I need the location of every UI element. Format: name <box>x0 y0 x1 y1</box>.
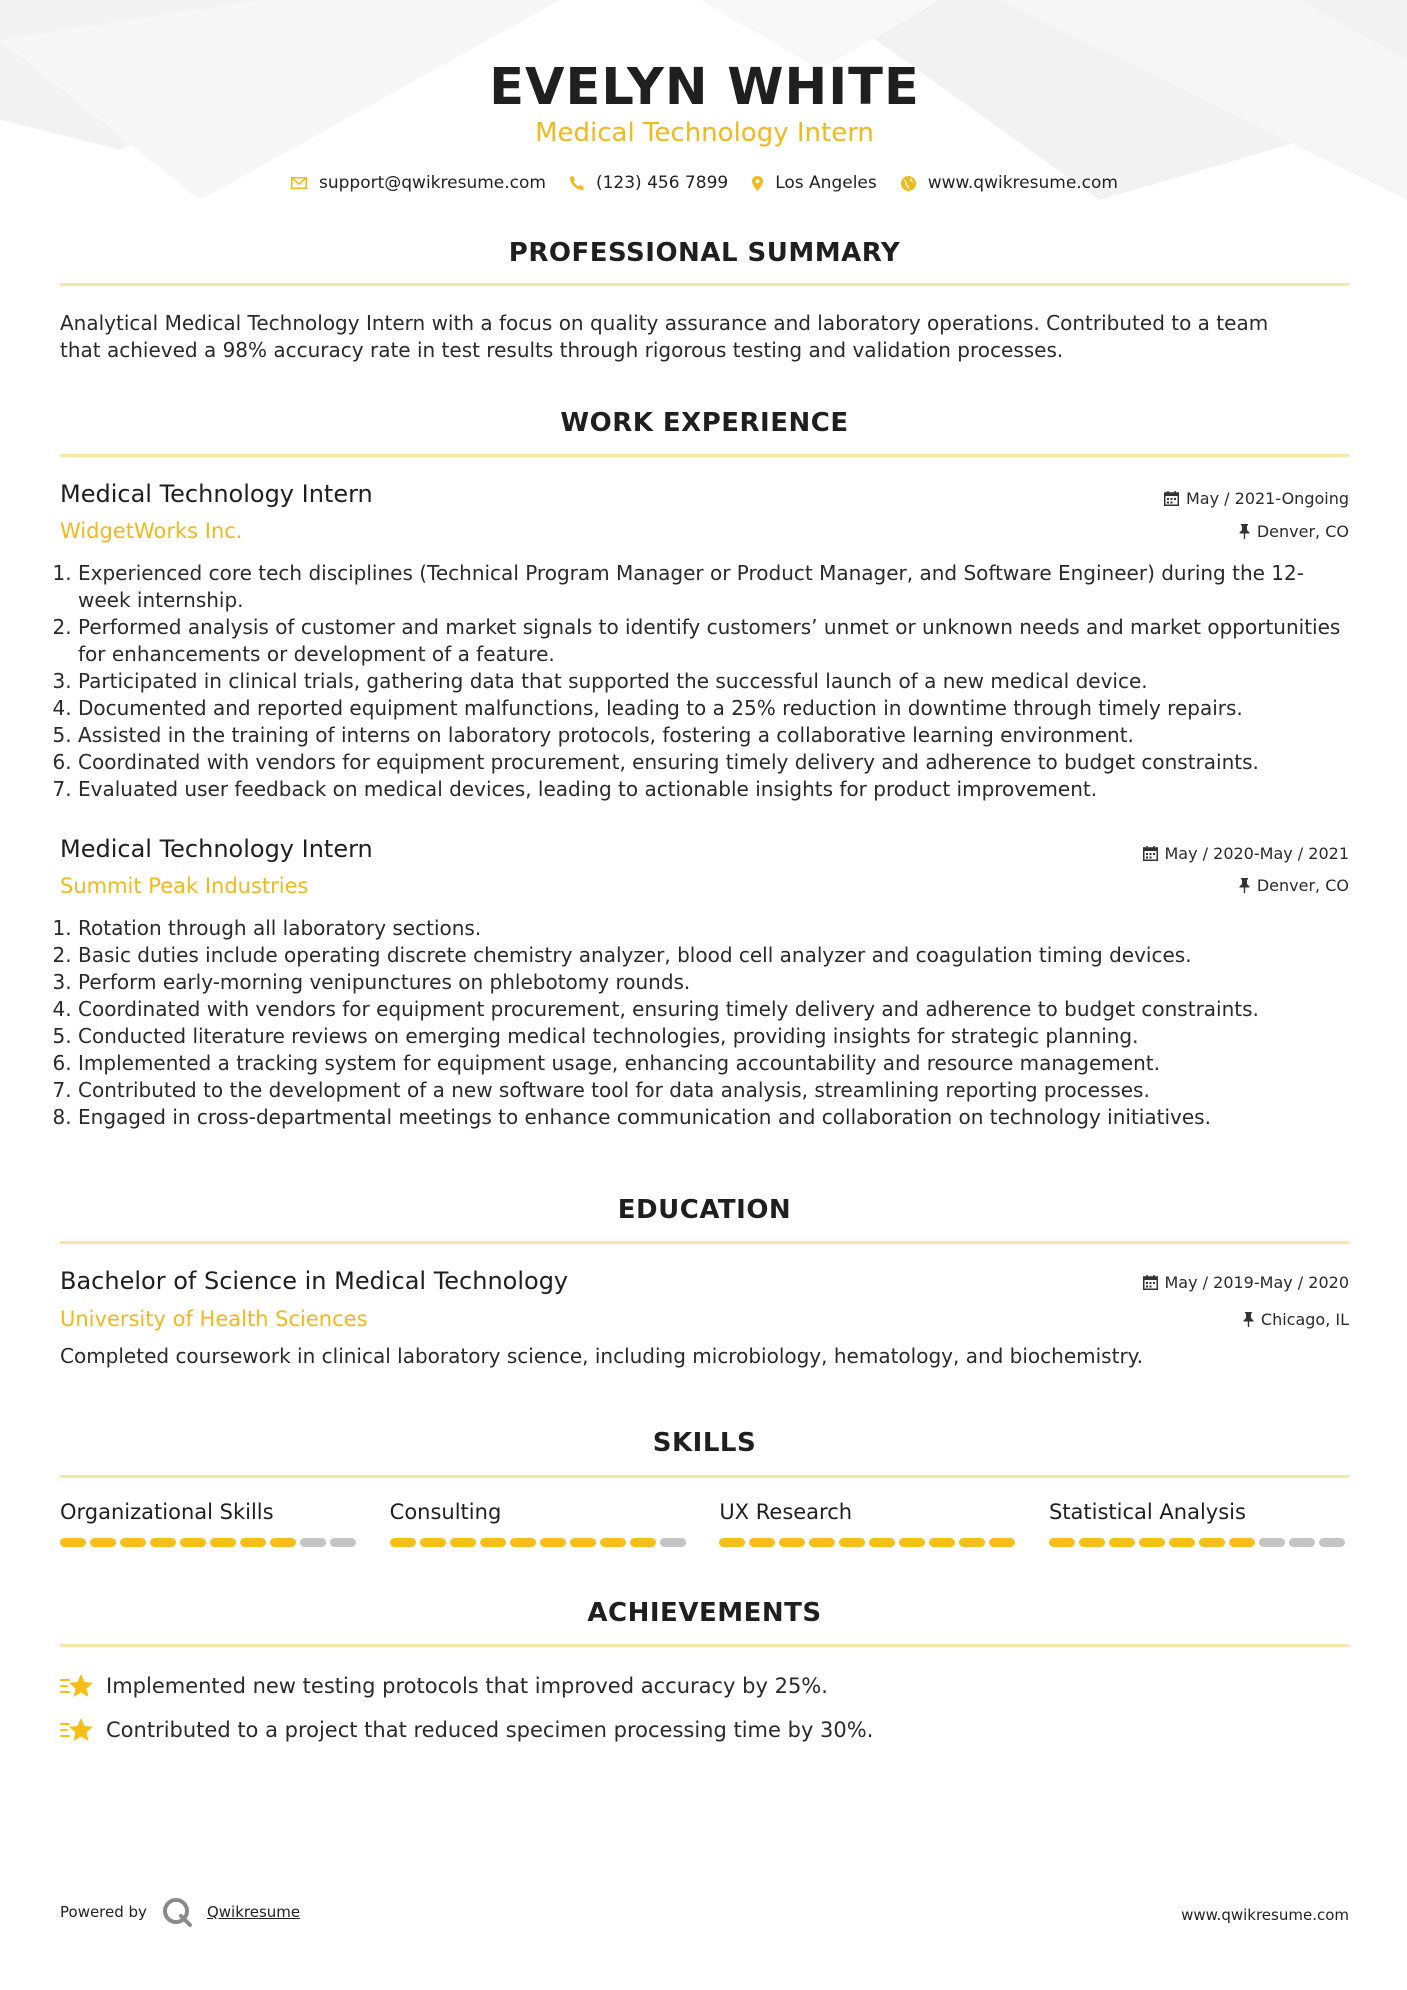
contact-email[interactable] <box>291 173 546 193</box>
skill-item <box>390 1500 690 1547</box>
pushpin-icon <box>1243 1312 1254 1327</box>
job-1-location <box>1239 522 1349 541</box>
job-2-dates-text: May / 2020-May / 2021 <box>1164 844 1349 863</box>
skill-level-bar <box>1049 1538 1349 1547</box>
skill-segment-filled <box>899 1538 925 1547</box>
job-2-bullets <box>60 915 1349 1131</box>
skill-segment-filled <box>390 1538 416 1547</box>
experience-divider <box>60 454 1349 457</box>
list-item: 5. Assisted in the training of interns on laboratory protocols, fostering a collaborative learning environment. <box>78 722 1349 749</box>
footer-powered-by <box>60 1896 300 1928</box>
list-item: 3. Participated in clinical trials, gathering data that supported the successful launch of a new medical device. <box>78 668 1349 695</box>
summary-line-1: Analytical Medical Technology Intern with a focus on quality assurance and laboratory operations. Contributed to a team <box>60 311 1269 335</box>
skill-segment-filled <box>1139 1538 1165 1547</box>
website-text: www.qwikresume.com <box>927 173 1118 193</box>
calendar-icon <box>1164 491 1179 506</box>
skill-segment-filled <box>630 1538 656 1547</box>
skill-name: Organizational Skills <box>60 1500 274 1524</box>
list-item: 7. Contributed to the development of a new software tool for data analysis, streamlining reporting processes. <box>78 1077 1349 1104</box>
skill-segment-filled <box>60 1538 86 1547</box>
skill-segment-filled <box>180 1538 206 1547</box>
list-item: 2. Performed analysis of customer and market signals to identify customers’ unmet or unknown needs and market opportunities for enhancements or development of a feature. <box>78 614 1349 668</box>
achievement-text: Implemented new testing protocols that improved accuracy by 25%. <box>106 1674 828 1698</box>
star-icon <box>60 1716 94 1744</box>
candidate-title: Medical Technology Intern <box>535 118 874 148</box>
candidate-name: EVELYN WHITE <box>489 58 920 117</box>
job-2-title: Medical Technology Intern <box>60 835 373 863</box>
phone-text: (123) 456 7899 <box>595 173 729 193</box>
list-item: 1. Rotation through all laboratory sections. <box>78 915 1349 942</box>
job-2-dates <box>1143 844 1350 863</box>
skill-level-bar <box>390 1538 690 1547</box>
skills-grid <box>60 1500 1349 1547</box>
skill-segment-filled <box>1169 1538 1195 1547</box>
qwikresume-logo-icon <box>161 1896 193 1928</box>
job-1-title: Medical Technology Intern <box>60 480 373 508</box>
list-item: 6. Implemented a tracking system for equipment usage, enhancing accountability and resource management. <box>78 1050 1349 1077</box>
education-divider <box>60 1241 1349 1244</box>
achievements-divider <box>60 1644 1349 1647</box>
summary-line-2: that achieved a 98% accuracy rate in test results through rigorous testing and validation processes. <box>60 338 1064 362</box>
skill-segment-filled <box>510 1538 536 1547</box>
skill-segment-filled <box>270 1538 296 1547</box>
map-pin-icon <box>752 176 763 191</box>
job-1-company: WidgetWorks Inc. <box>60 519 243 543</box>
list-item: 2. Basic duties include operating discrete chemistry analyzer, blood cell analyzer and coagulation timing devices. <box>78 942 1349 969</box>
education-dates-text: May / 2019-May / 2020 <box>1164 1273 1349 1292</box>
list-item: 7. Evaluated user feedback on medical devices, leading to actionable insights for product improvement. <box>78 776 1349 803</box>
contact-website[interactable] <box>901 173 1118 193</box>
skill-segment-filled <box>959 1538 985 1547</box>
skill-segment-filled <box>570 1538 596 1547</box>
experience-heading: WORK EXPERIENCE <box>560 408 849 438</box>
skill-segment-filled <box>600 1538 626 1547</box>
skill-segment-filled <box>120 1538 146 1547</box>
skill-segment-empty <box>300 1538 326 1547</box>
contact-bar <box>60 173 1349 193</box>
star-icon <box>60 1672 94 1700</box>
skill-segment-filled <box>869 1538 895 1547</box>
job-2-location-text: Denver, CO <box>1256 876 1349 895</box>
skill-name: Statistical Analysis <box>1048 1500 1246 1524</box>
list-item: 8. Engaged in cross-departmental meetings to enhance communication and collaboration on technology initiatives. <box>78 1104 1349 1131</box>
education-location-text: Chicago, IL <box>1260 1310 1349 1329</box>
list-item: 3. Perform early-morning venipunctures on phlebotomy rounds. <box>78 969 1349 996</box>
skill-level-bar <box>60 1538 360 1547</box>
education-school: University of Health Sciences <box>60 1307 368 1331</box>
skill-segment-filled <box>1229 1538 1255 1547</box>
education-dates <box>1143 1273 1350 1292</box>
summary-heading: PROFESSIONAL SUMMARY <box>508 238 901 268</box>
education-description: Completed coursework in clinical laboratory science, including microbiology, hematology, and biochemistry. <box>60 1344 1144 1368</box>
skill-segment-filled <box>420 1538 446 1547</box>
calendar-icon <box>1143 1275 1158 1290</box>
education-heading: EDUCATION <box>617 1195 792 1225</box>
skill-segment-empty <box>1319 1538 1345 1547</box>
envelope-icon <box>291 177 307 189</box>
skill-level-bar <box>719 1538 1019 1547</box>
location-text: Los Angeles <box>775 173 877 193</box>
skill-segment-filled <box>210 1538 236 1547</box>
skill-segment-filled <box>749 1538 775 1547</box>
job-1-location-text: Denver, CO <box>1256 522 1349 541</box>
job-2-location <box>1239 876 1349 895</box>
contact-location <box>752 173 877 193</box>
globe-icon <box>901 176 916 191</box>
skill-item <box>1049 1500 1349 1547</box>
job-2-company: Summit Peak Industries <box>60 874 309 898</box>
list-item: 4. Coordinated with vendors for equipment procurement, ensuring timely delivery and adherence to budget constraints. <box>78 996 1349 1023</box>
job-1-bullets <box>60 560 1349 803</box>
skill-segment-filled <box>1109 1538 1135 1547</box>
list-item: 4. Documented and reported equipment malfunctions, leading to a 25% reduction in downtime through timely repairs. <box>78 695 1349 722</box>
email-text: support@qwikresume.com <box>319 173 546 193</box>
skill-item <box>60 1500 360 1547</box>
skill-item <box>719 1500 1019 1547</box>
achievements-heading: ACHIEVEMENTS <box>587 1598 822 1628</box>
education-location <box>1243 1310 1349 1329</box>
skill-segment-filled <box>1079 1538 1105 1547</box>
achievement-text: Contributed to a project that reduced specimen processing time by 30%. <box>106 1718 874 1742</box>
skill-segment-filled <box>1049 1538 1075 1547</box>
education-degree: Bachelor of Science in Medical Technology <box>60 1267 569 1295</box>
skill-segment-filled <box>150 1538 176 1547</box>
skill-segment-filled <box>989 1538 1015 1547</box>
skill-segment-filled <box>480 1538 506 1547</box>
skill-segment-filled <box>90 1538 116 1547</box>
achievement-item <box>60 1716 873 1744</box>
pushpin-icon <box>1239 524 1250 539</box>
footer-website[interactable]: www.qwikresume.com <box>1181 1906 1349 1924</box>
pushpin-icon <box>1239 878 1250 893</box>
skill-segment-filled <box>450 1538 476 1547</box>
skill-segment-filled <box>540 1538 566 1547</box>
skill-segment-filled <box>809 1538 835 1547</box>
skill-segment-empty <box>1289 1538 1315 1547</box>
summary-divider <box>60 283 1349 286</box>
skill-segment-filled <box>1199 1538 1225 1547</box>
skill-name: UX Research <box>719 1500 853 1524</box>
skill-name: Consulting <box>389 1500 502 1524</box>
list-item: 1. Experienced core tech disciplines (Technical Program Manager or Product Manager, and Software Engineer) during the 12-week internship. <box>78 560 1349 614</box>
powered-by-label: Powered by <box>60 1903 147 1921</box>
phone-icon <box>570 176 584 190</box>
calendar-icon <box>1143 846 1158 861</box>
skill-segment-filled <box>779 1538 805 1547</box>
skills-heading: SKILLS <box>652 1428 757 1458</box>
qwikresume-link[interactable]: Qwikresume <box>206 1903 301 1921</box>
skill-segment-filled <box>929 1538 955 1547</box>
skill-segment-filled <box>719 1538 745 1547</box>
skills-divider <box>60 1475 1349 1478</box>
list-item: 6. Coordinated with vendors for equipment procurement, ensuring timely delivery and adherence to budget constraints. <box>78 749 1349 776</box>
summary-text <box>60 310 1349 364</box>
skill-segment-empty <box>330 1538 356 1547</box>
job-1-dates-text: May / 2021-Ongoing <box>1186 489 1349 508</box>
achievement-item <box>60 1672 828 1700</box>
skill-segment-filled <box>839 1538 865 1547</box>
contact-phone[interactable] <box>570 173 728 193</box>
list-item: 5. Conducted literature reviews on emerging medical technologies, providing insights for strategic planning. <box>78 1023 1349 1050</box>
job-1-dates <box>1164 489 1349 508</box>
skill-segment-filled <box>240 1538 266 1547</box>
skill-segment-empty <box>660 1538 686 1547</box>
skill-segment-empty <box>1259 1538 1285 1547</box>
